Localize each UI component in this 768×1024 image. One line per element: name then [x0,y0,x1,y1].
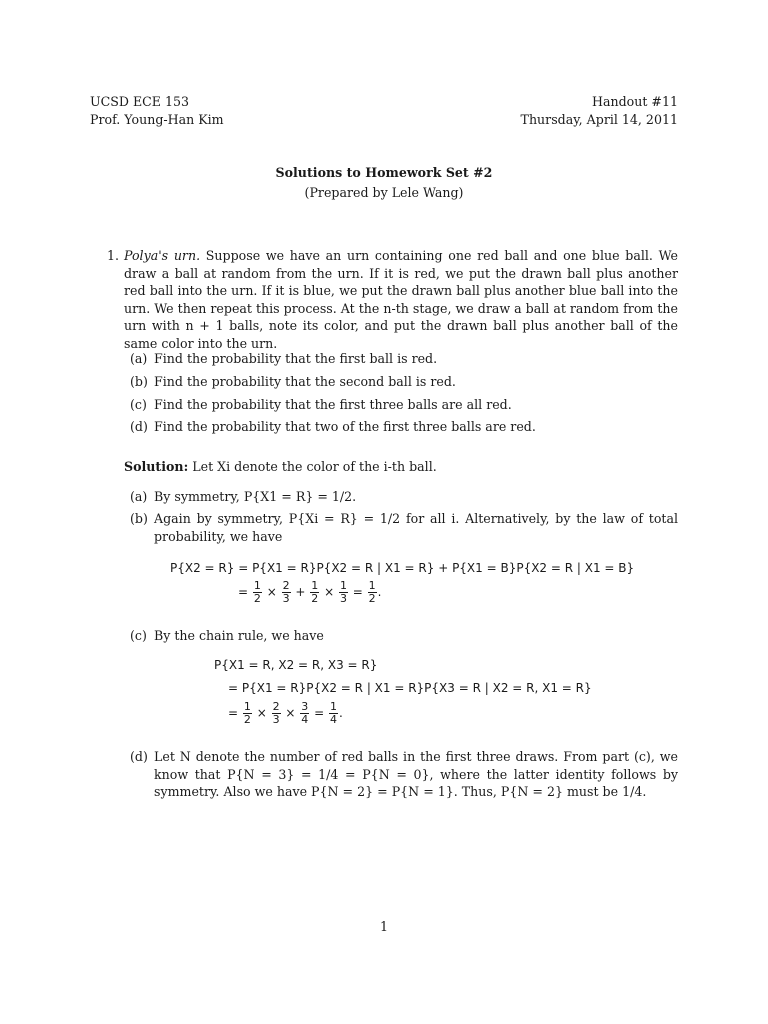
fraction: $\frac{2}{3}$ [272,700,280,726]
equation-c-line1: P{X1 = R, X2 = R, X3 = R} [214,658,378,672]
solution-heading: Solution: [124,459,189,474]
part-text: Find the probability that the first ball is red. [154,351,438,366]
part-text: By symmetry, P{X1 = R} = 1/2. [154,489,357,504]
fraction: $\frac{1}{2}$ [243,700,251,726]
part-text: Find the probability that two of the first three balls are red. [154,419,536,434]
solution-part-b [130,510,678,545]
handout-number: Handout #11 [592,94,678,109]
part-text: Let N denote the number of red balls in the first three draws. From part (c), we know that P{N = 3} = 1/4 = P{N = 0}, where the latter identity follows by symmetry. Also we have P{N = 2} = P{N = 1}. Thus, P{N = 2} must be 1/4. [154,749,678,800]
part-label: (d) [130,749,148,764]
course-name: UCSD ECE 153 [90,94,190,109]
problem-part-a [130,350,437,368]
part-text: Again by symmetry, P{Xi = R} = 1/2 for all i. Alternatively, by the law of total probability, we have [154,511,678,544]
fraction: $\frac{1}{2}$ [253,579,261,605]
part-label: (a) [130,351,148,366]
problem-name: Polya's urn. [124,248,201,263]
solution-part-d [130,748,678,801]
fraction: $\frac{1}{2}$ [311,579,319,605]
handout-date: Thursday, April 14, 2011 [520,111,678,127]
part-text: Find the probability that the second ball is red. [154,374,456,389]
problem-part-d [130,418,536,436]
part-label: (b) [130,374,148,389]
solution-intro [124,458,437,476]
solution-part-c [130,627,678,645]
part-text: Find the probability that the first three balls are all red. [154,397,512,412]
page-number: 1 [379,919,388,934]
page-title: Solutions to Homework Set #2 [275,165,493,180]
problem-number: 1. [107,248,120,263]
page-subtitle: (Prepared by Lele Wang) [304,185,464,200]
solution-part-a [130,488,678,506]
header-left [90,93,224,128]
solution-intro-text: Let Xi denote the color of the i-th ball. [192,459,437,474]
header-right [521,93,678,128]
equation-b-line1: P{X2 = R} = P{X1 = R}P{X2 = R | X1 = R} + P{X1 = B}P{X2 = R | X1 = B} [170,561,635,575]
fraction: $\frac{2}{3}$ [282,579,290,605]
part-label: (c) [130,628,147,643]
equation-b-line2: = $\frac{1}{2}$ × $\frac{2}{3}$ + $\frac{1}{2}$ × $\frac{1}{3}$ = $\frac{1}{2}$ . [238,579,382,605]
part-label: (c) [130,397,147,412]
fraction: $\frac{1}{2}$ [368,579,376,605]
problem-part-b [130,373,456,391]
instructor-name: Prof. Young-Han Kim [90,111,224,127]
fraction: $\frac{1}{3}$ [339,579,347,605]
fraction: $\frac{1}{4}$ [329,700,337,726]
problem-statement [124,247,678,353]
equation-c-line3: = $\frac{1}{2}$ × $\frac{2}{3}$ × $\frac{3}{4}$ = $\frac{1}{4}$ . [228,700,343,726]
problem-part-c [130,396,512,414]
equation-c-line2: = P{X1 = R}P{X2 = R | X1 = R}P{X3 = R | X2 = R, X1 = R} [228,681,592,695]
fraction: $\frac{3}{4}$ [301,700,309,726]
part-label: (b) [130,511,148,526]
part-label: (d) [130,419,148,434]
part-text: By the chain rule, we have [154,628,324,643]
part-label: (a) [130,489,148,504]
problem-text: Suppose we have an urn containing one red ball and one blue ball. We draw a ball at random from the urn. If it is red, we put the drawn ball plus another red ball into the urn. If it is blue, we put the drawn ball plus another blue ball into the urn. We then repeat this process. At the n-th stage, we draw a ball at random from the urn with n + 1 balls, note its color, and put the drawn ball plus another ball of the same color into the urn. [124,248,678,351]
